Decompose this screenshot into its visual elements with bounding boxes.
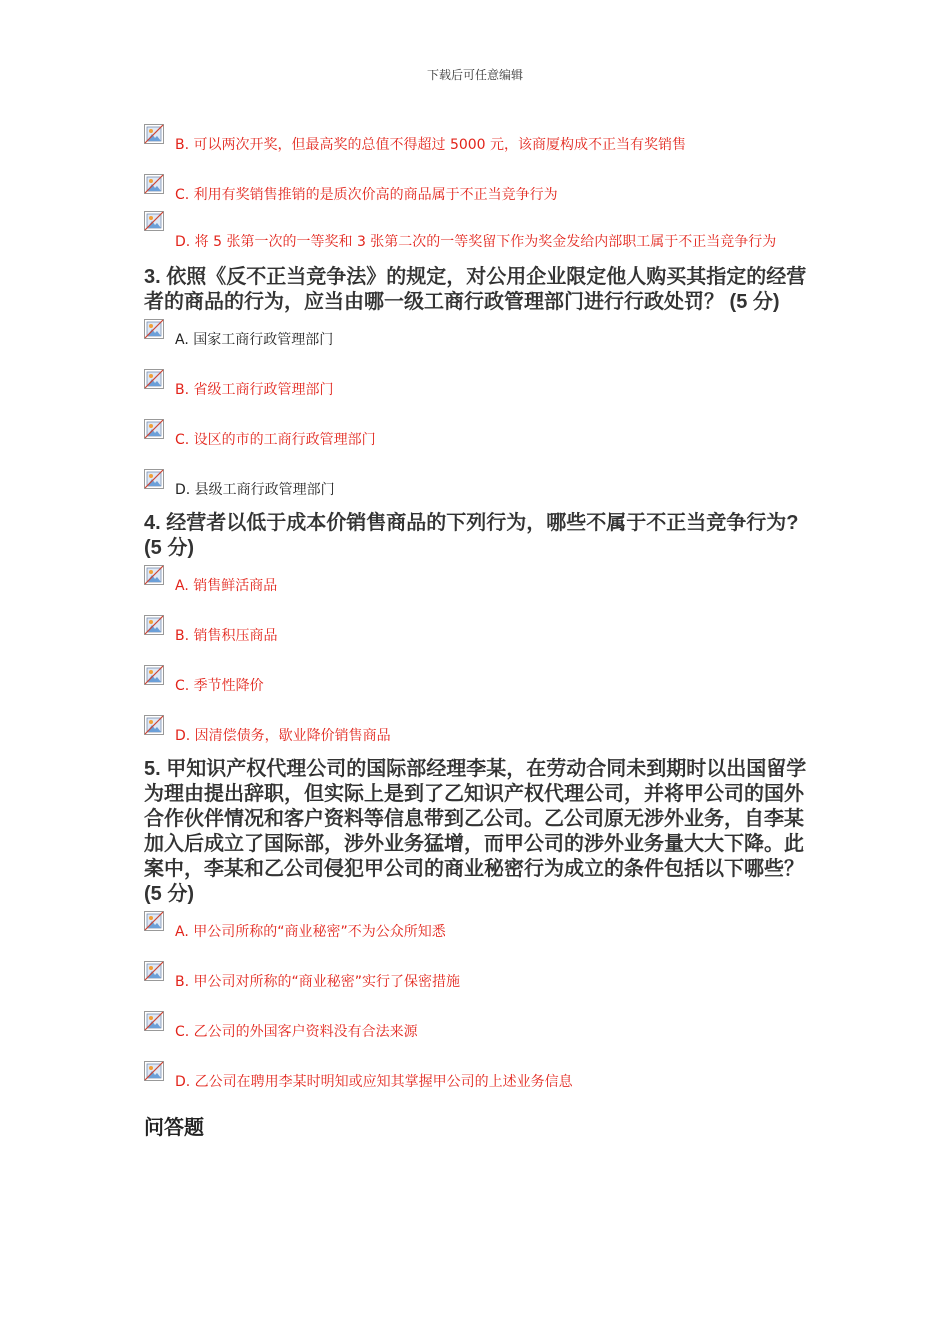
q5-option-a[interactable] [144,907,814,957]
option-label: C. 利用有奖销售推销的是质次价高的商品属于不正当竞争行为 [175,187,558,203]
broken-image-icon [144,1011,164,1031]
broken-image-icon [144,211,164,231]
option-label: C. 设区的市的工商行政管理部门 [175,432,376,448]
q5-option-c[interactable] [144,1007,814,1057]
broken-image-icon [144,174,164,194]
q5-option-b[interactable] [144,957,814,1007]
broken-image-icon [144,1061,164,1081]
broken-image-icon [144,469,164,489]
prev-option-b[interactable] [144,120,814,170]
q4-option-b[interactable] [144,611,814,661]
prev-option-d[interactable] [144,207,814,263]
option-label: C. 乙公司的外国客户资料没有合法来源 [175,1024,418,1040]
option-label: D. 将 5 张第一次的一等奖和 3 张第二次的一等奖留下作为奖金发给内部职工属于不正当竞争行为 [175,234,777,250]
broken-image-icon [144,615,164,635]
broken-image-icon [144,911,164,931]
quiz-content [144,120,814,1140]
option-label: D. 县级工商行政管理部门 [175,482,335,498]
q3-option-d[interactable] [144,465,814,511]
broken-image-icon [144,419,164,439]
broken-image-icon [144,565,164,585]
option-label: B. 销售积压商品 [175,628,278,644]
broken-image-icon [144,124,164,144]
option-label: B. 甲公司对所称的“商业秘密”实行了保密措施 [175,974,461,990]
option-label: B. 省级工商行政管理部门 [175,382,334,398]
q3-option-a[interactable] [144,315,814,365]
broken-image-icon [144,665,164,685]
option-label: D. 因清偿债务，歇业降价销售商品 [175,728,391,744]
q3-option-b[interactable] [144,365,814,415]
broken-image-icon [144,369,164,389]
option-label: D. 乙公司在聘用李某时明知或应知其掌握甲公司的上述业务信息 [175,1074,573,1090]
broken-image-icon [144,319,164,339]
section-title: 问答题 [144,1115,204,1139]
question-3: 3. 依照《反不正当竞争法》的规定，对公用企业限定他人购买其指定的经营者的商品的行为，应当由哪一级工商行政管理部门进行行政处罚？ (5 分) [144,266,807,313]
option-label: C. 季节性降价 [175,678,264,694]
question-4: 4. 经营者以低于成本价销售商品的下列行为，哪些不属于不正当竞争行为? (5 分) [144,512,799,559]
q4-option-c[interactable] [144,661,814,711]
q4-option-a[interactable] [144,561,814,611]
option-label: A. 国家工商行政管理部门 [175,332,334,348]
option-label: B. 可以两次开奖，但最高奖的总值不得超过 5000 元，该商厦构成不正当有奖销售 [175,137,687,153]
page-header: 下载后可任意编辑 [426,68,523,82]
question-5: 5. 甲知识产权代理公司的国际部经理李某，在劳动合同未到期时以出国留学为理由提出辞职，但实际上是到了乙知识产权代理公司，并将甲公司的国外合作伙伴情况和客户资料等信息带到乙公司。乙公司原无涉外业务，自李某加入后成立了国际部，涉外业务猛增，而甲公司的涉外业务量大大下降。此案中，李某和乙公司侵犯甲公司的商业秘密行为成立的条件包括以下哪些？ (5 分) [144,758,807,905]
q5-option-d[interactable] [144,1057,814,1093]
q3-option-c[interactable] [144,415,814,465]
option-label: A. 销售鲜活商品 [175,578,278,594]
broken-image-icon [144,961,164,981]
q4-option-d[interactable] [144,711,814,757]
broken-image-icon [144,715,164,735]
option-label: A. 甲公司所称的“商业秘密”不为公众所知悉 [175,924,446,940]
